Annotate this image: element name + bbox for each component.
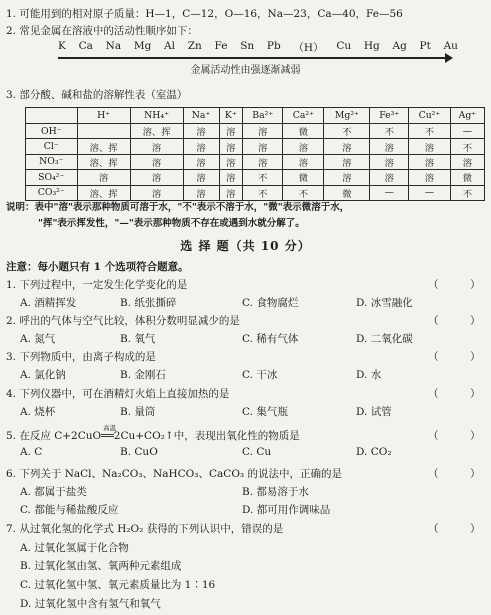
activity-arrow-line: [58, 57, 448, 59]
solubility-table: [25, 107, 485, 201]
table-cell: 溶: [370, 170, 409, 185]
table-cell: 溶: [183, 185, 219, 200]
table-cell: 微: [283, 124, 324, 139]
metal-symbol: Au: [443, 40, 458, 52]
option-c[interactable]: C. 稀有气体: [242, 333, 299, 345]
answer-blank[interactable]: （ ）: [428, 430, 481, 442]
table-header-cell: K⁺: [219, 108, 243, 124]
table-cell: 溶: [450, 154, 484, 169]
table-header-cell: H⁺: [77, 108, 130, 124]
activity-caption: 金属活动性由强逐渐减弱: [190, 65, 301, 76]
table-cell: —: [370, 185, 409, 200]
table-cell: 溶: [130, 154, 183, 169]
question-stem: [6, 424, 300, 443]
answer-blank[interactable]: （ ）: [428, 351, 481, 363]
table-cell: 溶: [130, 139, 183, 154]
table-cell: 溶: [219, 154, 243, 169]
metal-symbol: Pt: [419, 40, 431, 52]
table-header-cell: NH₄⁺: [130, 108, 183, 124]
option-a[interactable]: A. 氯化钠: [20, 369, 66, 381]
table-header-cell: Mg²⁺: [324, 108, 370, 124]
question-stem: 4. 下列仪器中，可在酒精灯火焰上直接加热的是: [6, 388, 230, 400]
option-a[interactable]: A. 氮气: [20, 333, 56, 345]
option-b[interactable]: B. 都易溶于水: [242, 486, 309, 498]
option-b[interactable]: B. 金刚石: [120, 369, 166, 381]
table-cell: 溶、挥: [77, 185, 130, 200]
table-cell: 溶: [324, 170, 370, 185]
table-cell: 溶: [283, 154, 324, 169]
option-d[interactable]: D. 过氧化氢中含有氢气和氧气: [20, 598, 161, 610]
answer-blank[interactable]: （ ）: [428, 279, 481, 291]
table-cell: 溶: [324, 154, 370, 169]
table-cell: —: [450, 124, 484, 139]
option-c[interactable]: C. 集气瓶: [242, 406, 288, 418]
option-c[interactable]: C. 过氧化氢中氢、氧元素质量比为 1∶16: [20, 579, 216, 591]
activity-series-intro: 2. 常见金属在溶液中的活动性顺序如下：: [6, 25, 198, 37]
table-cell: —: [409, 185, 451, 200]
table-cell: 溶: [183, 170, 219, 185]
table-cell: CO₃²⁻: [26, 185, 78, 200]
table-cell: 溶: [183, 139, 219, 154]
table-cell: 不: [243, 170, 283, 185]
table-cell: 微: [283, 170, 324, 185]
table-cell: 溶: [130, 170, 183, 185]
table-cell: 不: [243, 185, 283, 200]
table-cell: 溶: [183, 124, 219, 139]
table-header-cell: Cu²⁺: [409, 108, 451, 124]
option-c[interactable]: C. Cu: [242, 446, 272, 458]
table-cell: 溶: [183, 154, 219, 169]
table-cell: 溶: [219, 170, 243, 185]
metal-symbol: Ca: [78, 40, 93, 52]
option-a[interactable]: A. 酒精挥发: [20, 297, 77, 309]
table-cell: 溶: [283, 139, 324, 154]
table-cell: 不: [450, 139, 484, 154]
table-cell: 溶: [243, 139, 283, 154]
table-row: [26, 170, 485, 185]
section-title: 选 择 题（共 10 分）: [180, 239, 311, 253]
metal-symbol: Mg: [133, 40, 152, 52]
option-c[interactable]: C. 都能与稀盐酸反应: [20, 504, 119, 516]
metal-symbol: Cu: [336, 40, 352, 52]
atomic-mass-line: 1. 可能用到的相对原子质量：H—1，C—12，O—16，Na—23，Ca—40，Fe—56: [6, 8, 403, 20]
table-cell: 溶: [243, 154, 283, 169]
table-header-cell: Ca²⁺: [283, 108, 324, 124]
option-a[interactable]: A. 过氧化氢属于化合物: [20, 542, 129, 554]
metal-symbol: Na: [105, 40, 122, 52]
table-cell: 不: [409, 124, 451, 139]
table-cell: 溶: [370, 139, 409, 154]
instruction-note: 注意：每小题只有 1 个选项符合题意。: [6, 261, 189, 273]
option-b[interactable]: B. 过氧化氢由氢、氧两种元素组成: [20, 560, 182, 572]
table-cell: 微: [324, 185, 370, 200]
option-d[interactable]: D. 试管: [356, 406, 392, 418]
answer-blank[interactable]: （ ）: [428, 468, 481, 480]
table-header-cell: Ba²⁺: [243, 108, 283, 124]
question-stem: 1. 下列过程中，一定发生化学变化的是: [6, 279, 188, 291]
option-a[interactable]: A. 烧杯: [20, 406, 56, 418]
option-b[interactable]: B. 氧气: [120, 333, 156, 345]
answer-blank[interactable]: （ ）: [428, 388, 481, 400]
table-cell: SO₄²⁻: [26, 170, 78, 185]
metal-symbol: Al: [164, 40, 175, 52]
table-header-cell: Ag⁺: [450, 108, 484, 124]
stem-prefix: 5. 在反应 C+2CuO: [6, 430, 102, 442]
table-cell: 溶: [77, 170, 130, 185]
table-cell: 溶: [409, 170, 451, 185]
option-d[interactable]: D. CO₂: [356, 446, 392, 458]
metal-symbol: Sn: [240, 40, 255, 52]
table-cell: [77, 124, 130, 139]
table-cell: 不: [283, 185, 324, 200]
option-c[interactable]: C. 干冰: [242, 369, 278, 381]
table-row: [26, 154, 485, 169]
table-cell: 不: [370, 124, 409, 139]
table-cell: 溶: [409, 139, 451, 154]
table-row: [26, 139, 485, 154]
table-cell: NO₃⁻: [26, 154, 78, 169]
option-b[interactable]: B. 量筒: [120, 406, 156, 418]
table-cell: 溶: [370, 154, 409, 169]
table-cell: 微: [450, 170, 484, 185]
question-stem: 6. 下列关于 NaCl、Na₂CO₃、NaHCO₃、CaCO₃ 的说法中，正确的是: [6, 468, 342, 480]
table-cell: 不: [450, 185, 484, 200]
stem-suffix: 2Cu+CO₂↑中，表现出氧化性的物质是: [113, 430, 300, 442]
question-stem: 2. 呼出的气体与空气比较，体积分数明显减少的是: [6, 315, 240, 327]
table-cell: OH⁻: [26, 124, 78, 139]
option-d[interactable]: D. 冰雪融化: [356, 297, 413, 309]
table-cell: 溶、挥: [77, 154, 130, 169]
table-cell: 溶: [219, 185, 243, 200]
option-a[interactable]: A. 都属于盐类: [20, 486, 87, 498]
answer-blank[interactable]: （ ）: [428, 315, 481, 327]
metal-symbol: Zn: [187, 40, 202, 52]
reaction-condition: 高温: [103, 424, 117, 432]
table-header-row: [26, 108, 485, 124]
option-d[interactable]: D. 二氧化碳: [356, 333, 413, 345]
metal-symbol: Ag: [392, 40, 407, 52]
option-d[interactable]: D. 水: [356, 369, 382, 381]
table-header-cell: Na⁺: [183, 108, 219, 124]
table-cell: 溶、挥: [77, 139, 130, 154]
table-cell: 溶: [243, 124, 283, 139]
metal-symbol: Pb: [266, 40, 281, 52]
table-cell: 溶: [130, 185, 183, 200]
metal-symbol: K: [58, 40, 66, 52]
legend-note-1: 说明：表中"溶"表示那种物质可溶于水，"不"表示不溶于水，"微"表示微溶于水，: [6, 202, 350, 213]
reaction-arrow: 高温 ══: [101, 424, 117, 442]
option-b[interactable]: B. 纸张撕碎: [120, 297, 177, 309]
table-cell: 不: [324, 124, 370, 139]
metal-symbol: Fe: [214, 40, 228, 52]
option-b[interactable]: B. CuO: [120, 446, 158, 458]
metal-symbol: Hg: [363, 40, 380, 52]
table-row: [26, 124, 485, 139]
metal-activity-series: [58, 40, 458, 55]
option-d[interactable]: D. 都可用作调味品: [242, 504, 331, 516]
table-cell: Cl⁻: [26, 139, 78, 154]
table-cell: 溶: [324, 139, 370, 154]
table-header-cell: [26, 108, 78, 124]
legend-note-2: "挥"表示挥发性，"—"表示那种物质不存在或遇到水就分解了。: [38, 218, 305, 229]
table-cell: 溶: [409, 154, 451, 169]
table-header-cell: Fe³⁺: [370, 108, 409, 124]
table-cell: 溶、挥: [130, 124, 183, 139]
option-c[interactable]: C. 食物腐烂: [242, 297, 299, 309]
table-cell: 溶: [219, 124, 243, 139]
table-cell: 溶: [219, 139, 243, 154]
question-stem: 7. 从过氧化氢的化学式 H₂O₂ 获得的下列认识中，错误的是: [6, 523, 284, 535]
answer-blank[interactable]: （ ）: [428, 523, 481, 535]
solubility-table-title: 3. 部分酸、碱和盐的溶解性表（室温）: [6, 89, 188, 101]
metal-symbol: （H）: [293, 42, 324, 54]
question-stem: 3. 下列物质中，由离子构成的是: [6, 351, 156, 363]
option-a[interactable]: A. C: [20, 446, 43, 458]
